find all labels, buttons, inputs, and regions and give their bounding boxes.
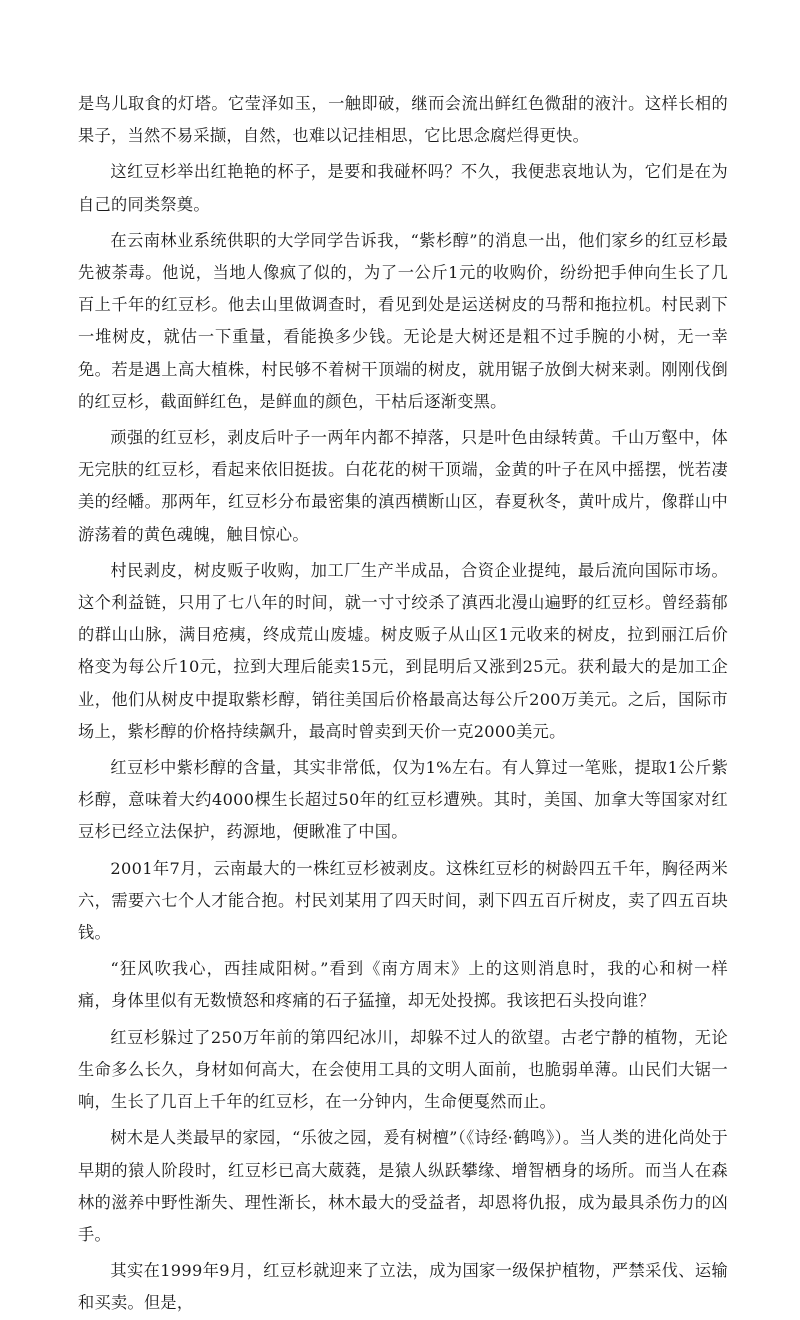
paragraph-10: 树木是人类最早的家园，“乐彼之园，爰有树檀”（《诗经·鹤鸣》）。当人类的进化尚处于早期的猿人阶段时，红豆杉已高大葳蕤，是猿人纵跃攀缘、增智栖身的场所。而当人在森林的滋养中野性渐失、理性渐长，林木最大的受益者，却恩将仇报，成为最具杀伤力的凶手。 xyxy=(78,1128,728,1244)
paragraph-6: 红豆杉中紫杉醇的含量，其实非常低，仅为1%左右。有人算过一笔账，提取1公斤紫杉醇，意味着大约4000棵生长超过50年的红豆杉遭殃。其时，美国、加拿大等国家对红豆杉已经立法保护，药源地，便瞅准了中国。 xyxy=(78,758,728,842)
paragraph-11: 其实在1999年9月，红豆杉就迎来了立法，成为国家一级保护植物，严禁采伐、运输和买卖。但是， xyxy=(78,1261,728,1313)
paragraph-9: 红豆杉躲过了250万年前的第四纪冰川，却躲不过人的欲望。古老宁静的植物，无论生命多么长久，身材如何高大，在会使用工具的文明人面前，也脆弱单薄。山民们大锯一响，生长了几百上千年的红豆杉，在一分钟内，生命便戛然而止。 xyxy=(78,1027,728,1112)
paragraph-1: 是鸟儿取食的灯塔。它莹泽如玉，一触即破，继而会流出鲜红色微甜的液汁。这样长相的果子，当然不易采撷，自然，也难以记挂相思，它比思念腐烂得更快。 xyxy=(78,94,728,146)
paragraph-2: 这红豆杉举出红艳艳的杯子，是要和我碰杯吗？不久，我便悲哀地认为，它们是在为自己的同类祭奠。 xyxy=(78,162,728,214)
paragraph-3: 在云南林业系统供职的大学同学告诉我，“紫杉醇”的消息一出，他们家乡的红豆杉最先被荼毒。他说，当地人像疯了似的，为了一公斤1元的收购价，纷纷把手伸向生长了几百上千年的红豆杉。他去山里做调查时，看见到处是运送树皮的马帮和拖拉机。村民剥下一堆树皮，就估一下重量，看能换多少钱。无论是大树还是粗不过手腕的小树，无一幸免。若是遇上高大植株，村民够不着树干顶端的树皮，就用锯子放倒大树来剥。刚刚伐倒的红豆杉，截面鲜红色，是鲜血的颜色，干枯后逐渐变黑。 xyxy=(78,230,728,411)
paragraph-5: 村民剥皮，树皮贩子收购，加工厂生产半成品，合资企业提纯，最后流向国际市场。这个利益链，只用了七八年的时间，就一寸寸绞杀了滇西北漫山遍野的红豆杉。曾经蓊郁的群山山脉，满目疮痍，终成荒山废墟。树皮贩子从山区1元收来的树皮，拉到丽江后价格变为每公斤10元，拉到大理后能卖15元，到昆明后又涨到25元。获利最大的是加工企业，他们从树皮中提取紫杉醇，销往美国后价格最高达每公斤200万美元。之后，国际市场上，紫杉醇的价格持续飙升，最高时曾卖到天价一克2000美元。 xyxy=(78,560,728,741)
paragraph-4: 顽强的红豆杉，剥皮后叶子一两年内都不掉落，只是叶色由绿转黄。千山万壑中，体无完肤的红豆杉，看起来依旧挺拔。白花花的树干顶端，金黄的叶子在风中摇摆，恍若凄美的经幡。那两年，红豆杉分布最密集的滇西横断山区，春夏秋冬，黄叶成片，像群山中游荡着的黄色魂魄，触目惊心。 xyxy=(78,428,728,544)
paragraph-8: “狂风吹我心，西挂咸阳树。”看到《南方周末》上的这则消息时，我的心和树一样痛，身体里似有无数愤怒和疼痛的石子猛撞，却无处投掷。我该把石头投向谁？ xyxy=(78,959,728,1011)
paragraph-7: 2001年7月，云南最大的一株红豆杉被剥皮。这株红豆杉的树龄四五千年，胸径两米六，需要六七个人才能合抱。村民刘某用了四天时间，剥下四五百斤树皮，卖了四五百块钱。 xyxy=(78,858,728,943)
